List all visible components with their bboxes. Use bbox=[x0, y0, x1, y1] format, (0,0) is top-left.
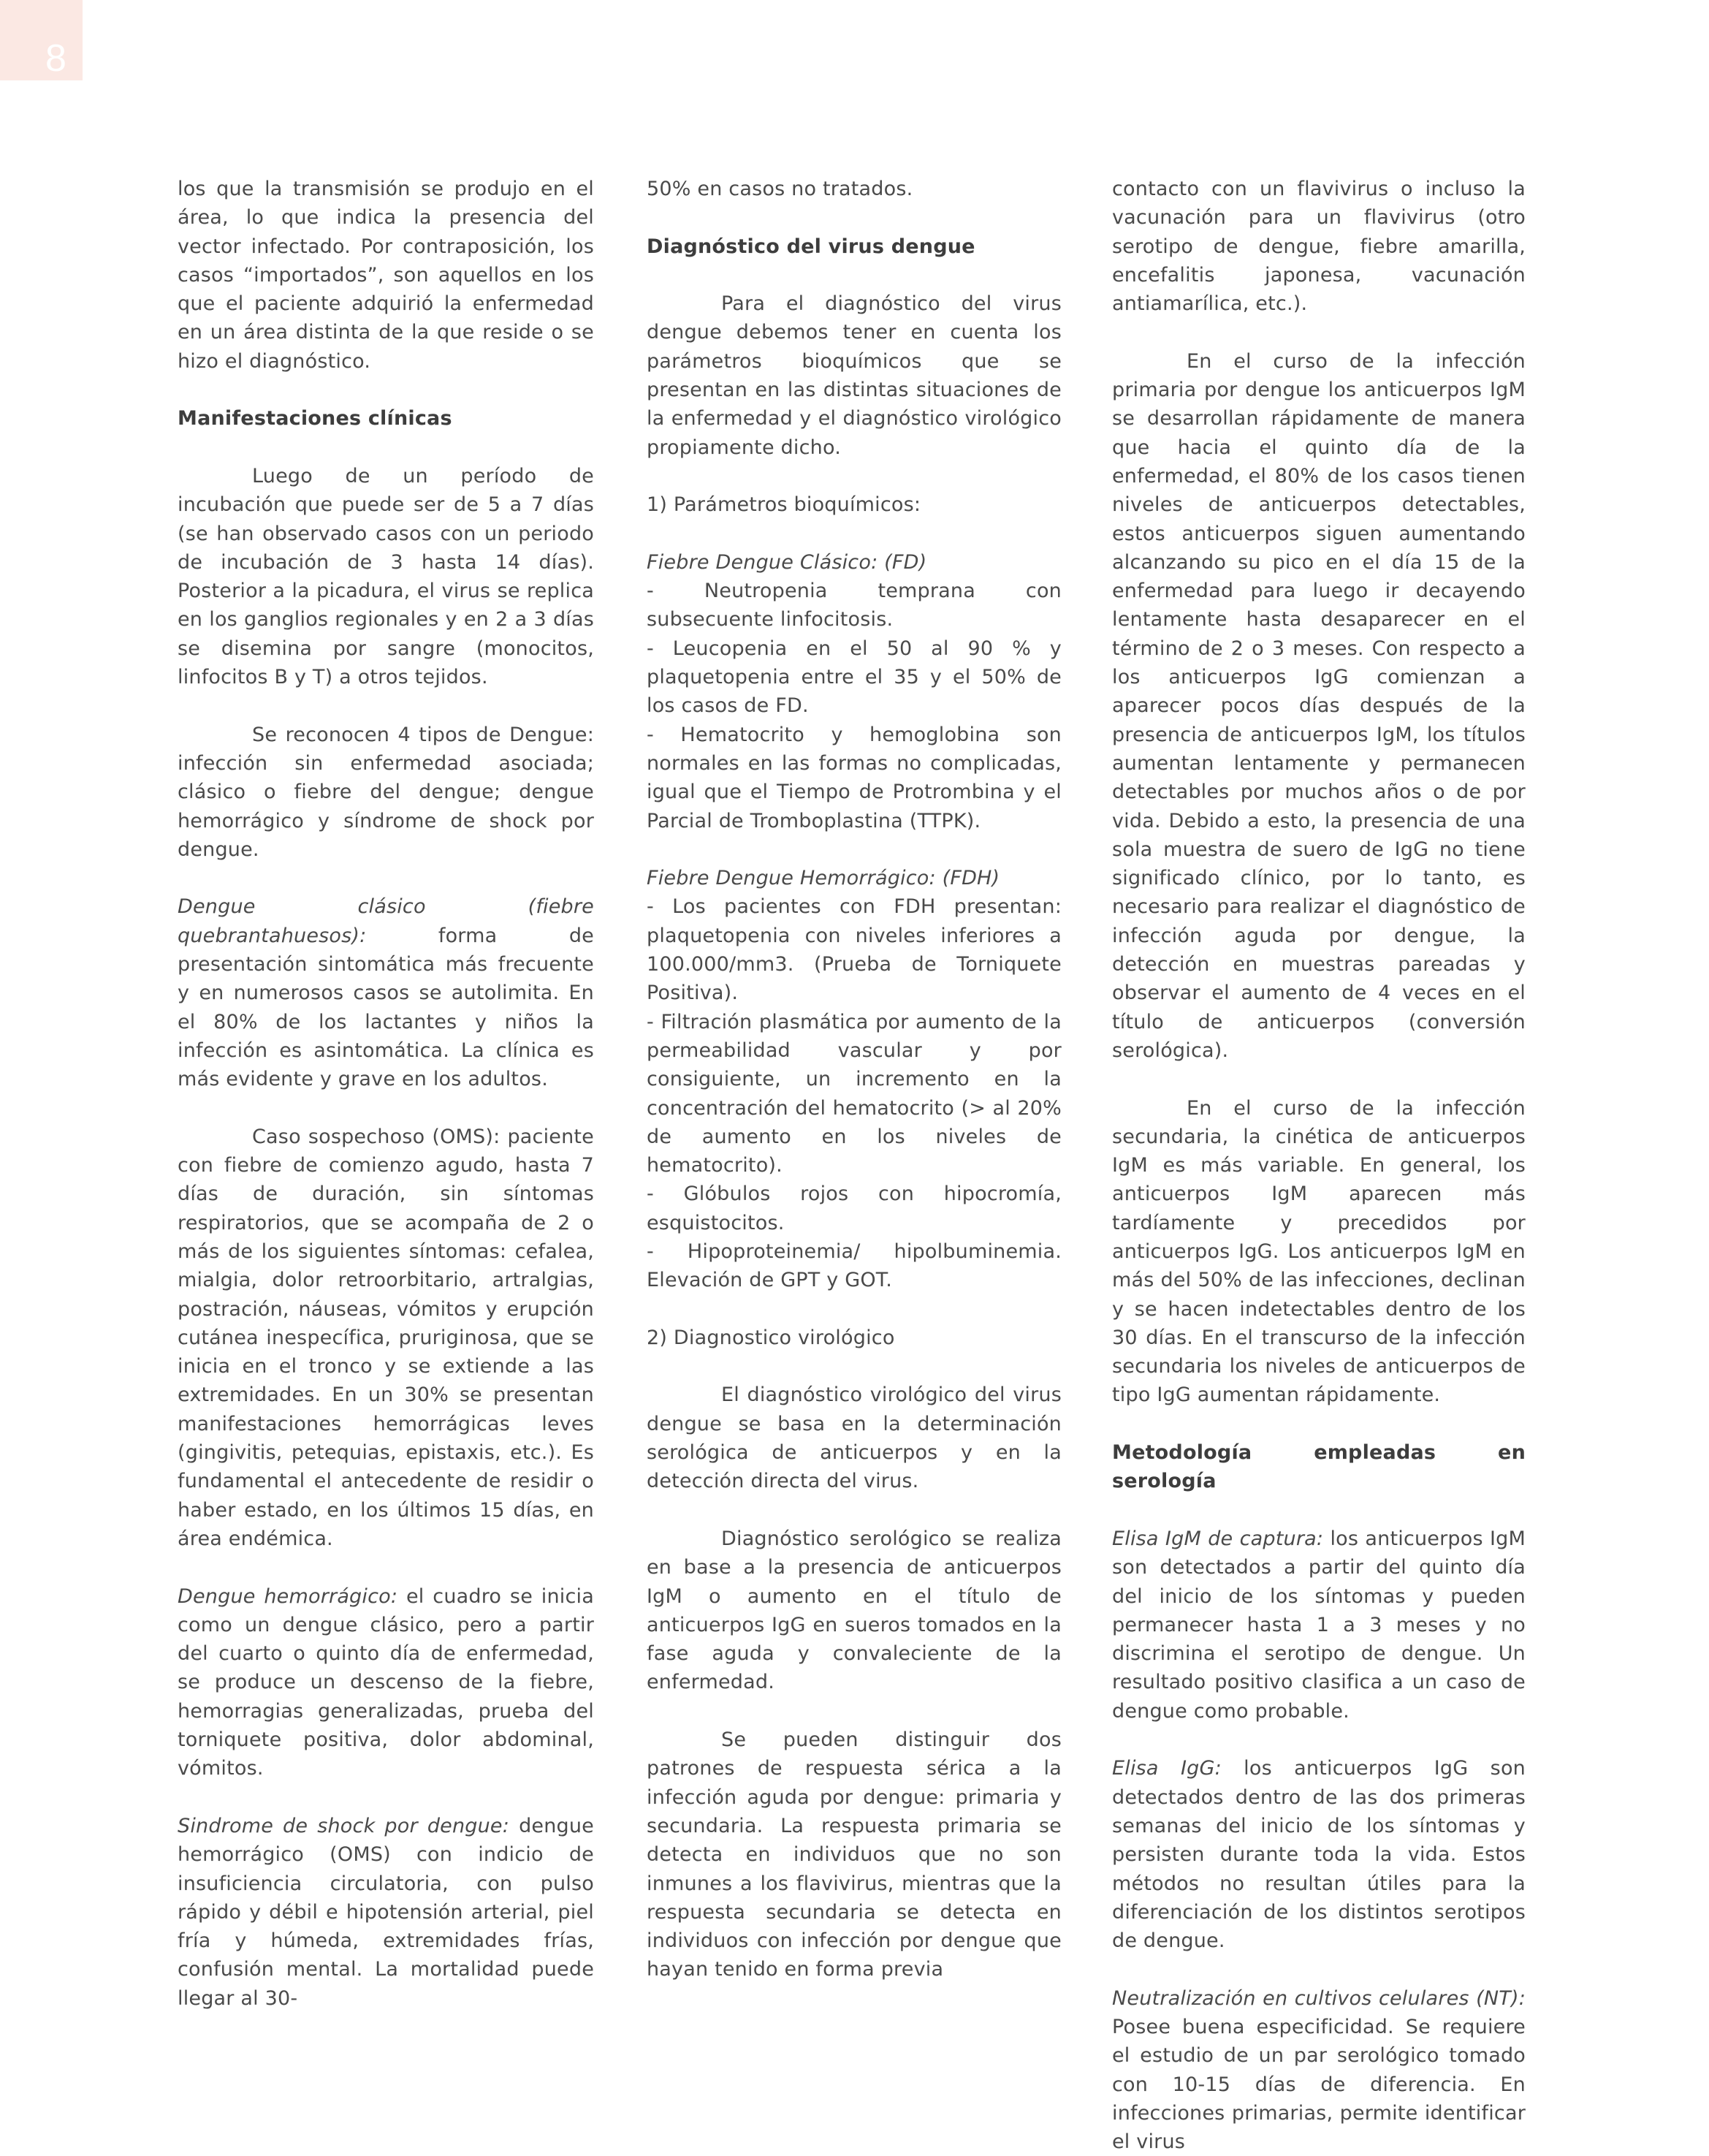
paragraph: 2) Diagnostico virológico bbox=[647, 1326, 895, 1349]
paragraph bbox=[178, 1582, 594, 1783]
term: Sindrome de shock por dengue: bbox=[178, 1814, 510, 1837]
term-text: Posee buena especificidad. Se requiere el estudio de un par serológico tomado con 10-15 días de diferencia. En infecciones primarias, permite identificar el virus bbox=[1112, 2016, 1526, 2154]
column-2 bbox=[647, 175, 1062, 1984]
term: Dengue clásico (fiebre quebrantahuesos): bbox=[178, 895, 594, 947]
paragraph bbox=[1112, 1525, 1526, 1726]
paragraph bbox=[178, 892, 594, 1093]
column-3 bbox=[1112, 175, 1526, 2156]
paragraph bbox=[1112, 1754, 1526, 1955]
paragraph bbox=[1112, 1984, 1526, 2156]
term-text: el cuadro se inicia como un dengue clásico, pero a partir del cuarto o quinto día de enfermedad, se produce un descenso de la fiebre, hemorragias generalizadas, prueba del torniquete positiva, dolor abdominal, vómitos. bbox=[178, 1584, 595, 1780]
paragraph bbox=[178, 1812, 594, 2013]
term-text: los anticuerpos IgG son detectados dentro de las dos primeras semanas del inicio de los síntomas y persisten durante toda la vida. Estos métodos no resultan útiles para la diferenciación de los distintos serotipos de dengue. bbox=[1112, 1757, 1526, 1953]
paragraph: contacto con un flavivirus o incluso la vacunación para un flavivirus (otro serotipo de dengue, fiebre amarilla, encefalitis japonesa, vacunación antiamarílica, etc.). bbox=[1112, 178, 1526, 316]
term: Neutralización en cultivos celulares (NT): bbox=[1112, 1986, 1526, 2010]
paragraph bbox=[647, 864, 1062, 1294]
section-heading: Manifestaciones clínicas bbox=[178, 407, 452, 430]
term: Elisa IgG: bbox=[1112, 1757, 1222, 1780]
paragraph: Caso sospechoso (OMS): paciente con fiebre de comienzo agudo, hasta 7 días de duración, sin síntomas respiratorios, que se acompaña de 2 o más de los siguientes síntomas: cefalea, mialgia, dolor retroorbitario, artralgias, postración, náuseas, vómitos y erupción cutánea inespecífica, pruriginosa, que se inicia en el tronco y se extiende a las extremidades. En un 30% se presentan manifestaciones hemorrágicas leves (gingivitis, petequias, epistaxis, etc.). Es fundamental el antecedente de residir o haber estado, en los últimos 15 días, en área endémica. bbox=[178, 1125, 594, 1550]
page-number: 8 bbox=[45, 37, 66, 80]
list-item: - Neutropenia temprana con subsecuente linfocitosis. bbox=[647, 580, 1062, 631]
list-item: - Los pacientes con FDH presentan: plaquetopenia con niveles inferiores a 100.000/mm3. (Prueba de Torniquete Positiva). bbox=[647, 895, 1062, 1005]
section-heading: Metodología empleadas en serología bbox=[1112, 1441, 1526, 1493]
list-item: - Filtración plasmática por aumento de la permeabilidad vascular y por consiguiente, un incremento en la concentración del hematocrito (> al 20% de aumento en los niveles de hematocrito). bbox=[647, 1010, 1062, 1177]
paragraph: Para el diagnóstico del virus dengue debemos tener en cuenta los parámetros bioquímicos que se presentan en las distintas situaciones de la enfermedad y el diagnóstico virológico propiamente dicho. bbox=[647, 292, 1062, 459]
list-item: - Hipoproteinemia/ hipolbuminemia. Elevación de GPT y GOT. bbox=[647, 1240, 1062, 1292]
paragraph: 1) Parámetros bioquímicos: bbox=[647, 493, 921, 517]
list-item: - Leucopenia en el 50 al 90 % y plaquetopenia entre el 35 y el 50% de los casos de FD. bbox=[647, 637, 1062, 718]
paragraph: 50% en casos no tratados. bbox=[647, 178, 913, 200]
list-item: - Hematocrito y hemoglobina son normales en las formas no complicadas, igual que el Tiempo de Protrombina y el Parcial de Tromboplastina (TTPK). bbox=[647, 723, 1062, 832]
paragraph: Luego de un período de incubación que puede ser de 5 a 7 días (se han observado casos con un periodo de incubación de 3 hasta 14 días). Posterior a la picadura, el virus se replica en los ganglios regionales y en 2 a 3 días se disemina por sangre (monocitos, linfocitos B y T) a otros tejidos. bbox=[178, 464, 594, 689]
paragraph: En el curso de la infección secundaria, la cinética de anticuerpos IgM es más variable. En general, los anticuerpos IgM aparecen más tardíamente y precedidos por anticuerpos IgG. Los anticuerpos IgM en más del 50% de las infecciones, declinan y se hacen indetectables dentro de los 30 días. En el transcurso de la infección secundaria los niveles de anticuerpos de tipo IgG aumentan rápidamente. bbox=[1112, 1096, 1526, 1407]
subheading: Fiebre Dengue Clásico: (FD) bbox=[647, 550, 927, 574]
paragraph: El diagnóstico virológico del virus dengue se basa en la determinación serológica de anticuerpos y en la detección directa del virus. bbox=[647, 1383, 1062, 1493]
term: Dengue hemorrágico: bbox=[178, 1584, 398, 1608]
term: Elisa IgM de captura: bbox=[1112, 1527, 1324, 1550]
term-text: forma de presentación sintomática más frecuente y en numerosos casos se autolimita. En el 80% de los lactantes y niños la infección es asintomática. La clínica es más evidente y grave en los adultos. bbox=[178, 924, 594, 1091]
page-number-badge bbox=[0, 0, 83, 80]
paragraph bbox=[647, 548, 1062, 835]
paragraph: Se reconocen 4 tipos de Dengue: infección sin enfermedad asociada; clásico o fiebre del dengue; dengue hemorrágico y síndrome de shock por dengue. bbox=[178, 723, 594, 861]
subheading: Fiebre Dengue Hemorrágico: (FDH) bbox=[647, 867, 1000, 890]
paragraph: Se pueden distinguir dos patrones de respuesta sérica a la infección aguda por dengue: primaria y secundaria. La respuesta primaria se detecta en individuos que no son inmunes a los flavivirus, mientras que la respuesta secundaria se detecta en individuos con infección por dengue que hayan tenido en forma previa bbox=[647, 1728, 1062, 1981]
paragraph: los que la transmisión se produjo en el área, lo que indica la presencia del vector infectado. Por contraposición, los casos “importados”, son aquellos en los que el paciente adquirió la enfermedad en un área distinta de la que reside o se hizo el diagnóstico. bbox=[178, 178, 594, 373]
term-text: dengue hemorrágico (OMS) con indicio de insuficiencia circulatoria, con pulso rápido y débil e hipotensión arterial, piel fría y húmeda, extremidades frías, confusión mental. La mortalidad puede llegar al 30- bbox=[178, 1814, 594, 2010]
term-text: los anticuerpos IgM son detectados a partir del quinto día del inicio de los síntomas y pueden permanecer hasta 1 a 3 meses y no discrimina el serotipo de dengue. Un resultado positivo clasifica a un caso de dengue como probable. bbox=[1112, 1527, 1526, 1723]
section-heading: Diagnóstico del virus dengue bbox=[647, 235, 975, 258]
list-item: - Glóbulos rojos con hipocromía, esquistocitos. bbox=[647, 1183, 1062, 1234]
paragraph: En el curso de la infección primaria por dengue los anticuerpos IgM se desarrollan rápidamente de manera que hacia el quinto día de la enfermedad, el 80% de los casos tienen niveles de anticuerpos detectables, estos anticuerpos siguen aumentando alcanzando su pico en el día 15 de la enfermedad para luego ir decayendo lentamente hasta desaparecer en el término de 2 o 3 meses. Con respecto a los anticuerpos IgG comienzan a aparecer pocos días después de la presencia de anticuerpos IgM, los títulos aumentan lentamente y permanecen detectables por muchos años o de por vida. Debido a esto, la presencia de una sola muestra de suero de IgG no tiene significado clínico, por lo tanto, es necesario para realizar el diagnóstico de infección aguda por dengue, la detección en muestras pareadas y observar el aumento de 4 veces en el título de anticuerpos (conversión serológica). bbox=[1112, 349, 1526, 1062]
paragraph: Diagnóstico serológico se realiza en base a la presencia de anticuerpos IgM o aumento en el título de anticuerpos IgG en sueros tomados en la fase aguda y convaleciente de la enfermedad. bbox=[647, 1527, 1062, 1694]
column-1 bbox=[178, 175, 594, 2013]
